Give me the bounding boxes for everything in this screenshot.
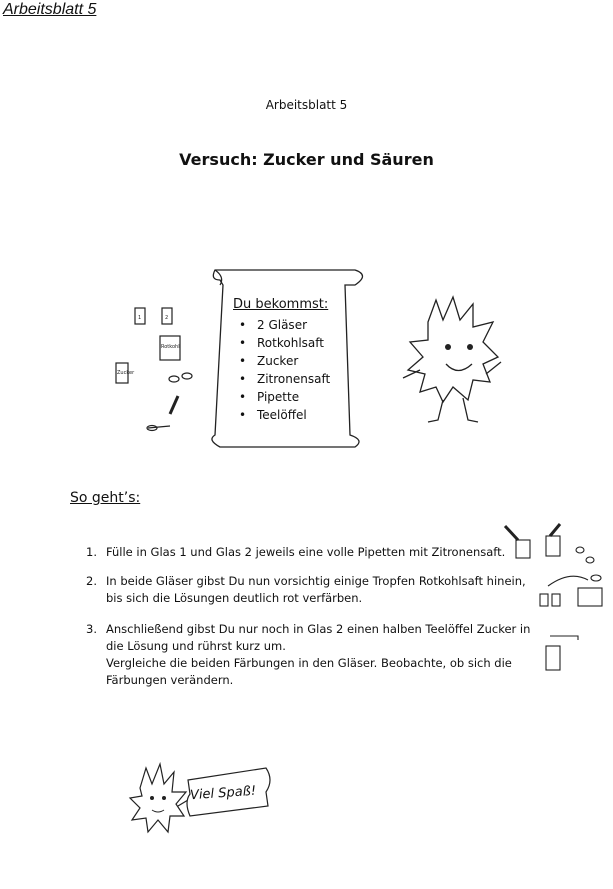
step-3 — [86, 621, 541, 689]
step-text: Färbungen verändern. — [106, 673, 234, 687]
arrow-icon — [548, 576, 588, 586]
materials-item: • Teelöffel — [249, 406, 330, 424]
materials-illustration — [108, 300, 208, 440]
step-number: 2. — [86, 574, 97, 588]
instructions-list — [86, 544, 541, 701]
glass-1-label: 1 — [138, 315, 142, 321]
glass-2-icon — [546, 646, 560, 670]
glass-2-icon — [552, 594, 560, 606]
step-text: In beide Gläser gibst Du nun vorsichtig einige Tropfen Rotkohlsaft hinein, — [106, 574, 526, 588]
step-2 — [86, 573, 541, 607]
step-text: bis sich die Lösungen deutlich rot verfärben. — [106, 591, 363, 605]
materials-item: • Zitronensaft — [249, 370, 330, 388]
corner-label: Arbeitsblatt 5 — [3, 1, 97, 18]
footer-banner-text: Viel Spaß! — [189, 783, 257, 804]
materials-heading: Du bekommst: — [233, 297, 329, 312]
glass-1-icon — [540, 594, 548, 606]
step-text: Vergleiche die beiden Färbungen in den Gläser. Beobachte, ob sich die — [106, 656, 512, 670]
glass-2-label: 2 — [165, 315, 169, 321]
box-label: Zucker — [117, 370, 135, 376]
pipette-icon — [170, 396, 178, 414]
materials-item: • Zucker — [249, 352, 330, 370]
spoon-icon — [148, 426, 170, 428]
mascot-icon — [398, 292, 508, 432]
lemon-icon — [576, 547, 584, 553]
step-illustrations — [500, 518, 610, 678]
step-text: Fülle in Glas 1 und Glas 2 jeweils eine volle Pipetten mit Zitronensaft. — [106, 545, 506, 559]
step-1 — [86, 544, 541, 561]
instructions-heading: So geht’s: — [70, 490, 141, 506]
materials-item: • 2 Gläser — [249, 316, 330, 334]
materials-item: • Rotkohlsaft — [249, 334, 330, 352]
step-text: Anschließend gibst Du nur noch in Glas 2 einen halben Teelöffel Zucker in — [106, 622, 531, 636]
step-number: 3. — [86, 622, 97, 636]
spoon-icon — [550, 636, 578, 640]
materials-list — [233, 296, 330, 424]
step-number: 1. — [86, 545, 97, 559]
sheet-label: Arbeitsblatt 5 — [265, 98, 348, 112]
jar-label: Rotkohl — [161, 344, 180, 350]
step-text: die Lösung und rührst kurz um. — [106, 639, 286, 653]
materials-item: • Pipette — [249, 388, 330, 406]
page-title: Versuch: Zucker und Säuren — [179, 150, 434, 169]
lemon-icon — [169, 376, 179, 382]
rotkohl-jar-icon — [578, 588, 602, 606]
pipette-icon — [505, 526, 518, 540]
